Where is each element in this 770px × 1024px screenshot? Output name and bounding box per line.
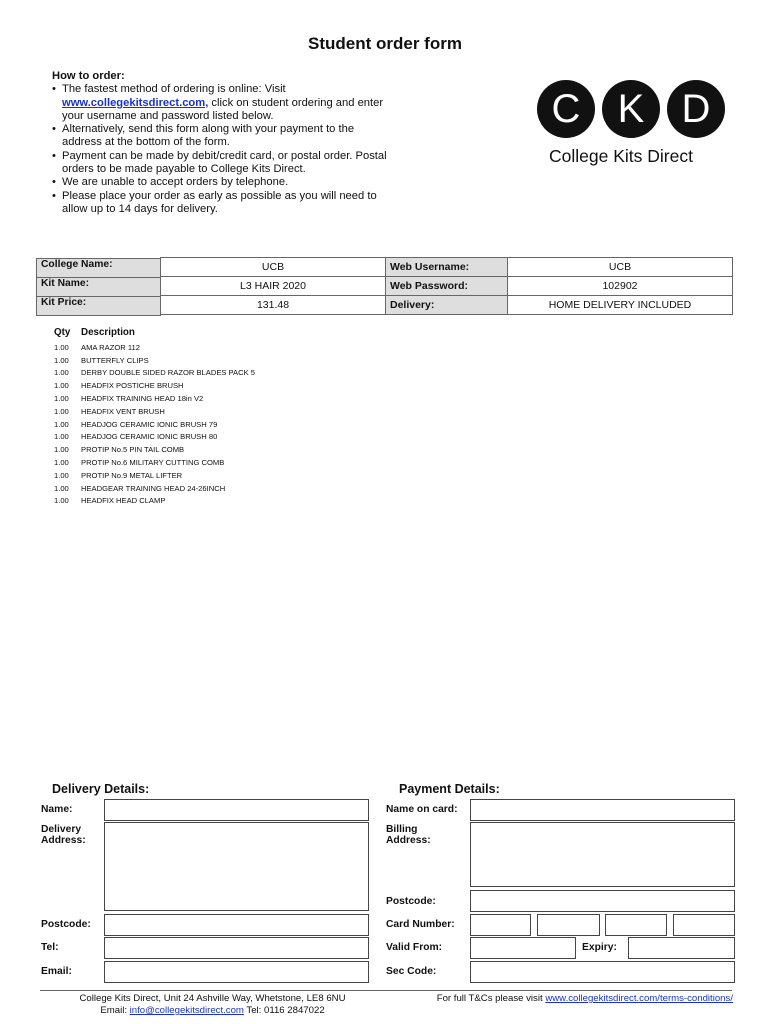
item-description: AMA RAZOR 112 [81,342,140,352]
web-username-value: UCB [508,258,733,277]
web-password-value: 102902 [508,277,733,296]
footer-email-label: Email: [100,1005,130,1016]
card-number-field-2[interactable] [537,914,600,936]
item-qty: 1.00 [54,445,69,455]
footer-tel: Tel: 0116 2847022 [243,1005,325,1016]
delivery-label: Delivery: [386,296,508,315]
valid-from-label: Valid From: [386,942,443,953]
item-qty: 1.00 [54,342,69,352]
item-row [54,407,255,420]
website-link[interactable]: www.collegekitsdirect.com, [62,96,209,109]
footer-terms-text: For full T&Cs please visit [436,993,546,1004]
billing-postcode-field[interactable] [470,890,735,912]
kit-price-value: 131.48 [161,296,386,315]
item-row [54,420,255,433]
billing-address-field[interactable] [470,822,735,887]
billing-address-label-line2: Address: [386,835,431,846]
card-number-field-4[interactable] [673,914,735,936]
name-on-card-label: Name on card: [386,804,458,815]
name-on-card-field[interactable] [470,799,735,821]
logo-letter-c: C [537,80,595,138]
billing-address-label-line1: Billing [386,824,418,835]
payment-details-heading: Payment Details: [399,782,500,796]
kit-name-label: Kit Name: [36,277,161,297]
card-number-label: Card Number: [386,919,455,930]
sec-code-field[interactable] [470,961,735,983]
item-description: DERBY DOUBLE SIDED RAZOR BLADES PACK 5 [81,368,256,378]
items-list [54,327,255,509]
item-row [54,368,255,381]
tel-field[interactable] [104,937,369,959]
item-description: HEADJOG CERAMIC IONIC BRUSH 80 [81,432,218,442]
item-row [54,445,255,458]
instruction-text: The fastest method of ordering is online: Visit [62,83,286,96]
expiry-label: Expiry: [582,942,617,953]
item-description: BUTTERFLY CLIPS [81,355,149,365]
instructions-list [52,83,392,216]
footer-address-text: College Kits Direct, Unit 24 Ashville Way, Whetstone, LE8 6NU [79,993,346,1004]
delivery-details-heading: Delivery Details: [52,782,150,796]
item-row [54,484,255,497]
delivery-address-label-line1: Delivery [41,824,82,835]
logo-letter-d: D [667,80,725,138]
delivery-address-field[interactable] [104,822,369,911]
item-description: HEADFIX POSTICHE BRUSH [81,381,184,391]
item-qty: 1.00 [54,457,69,467]
card-number-field-3[interactable] [605,914,667,936]
item-qty: 1.00 [54,419,69,429]
item-row [54,394,255,407]
instruction-telephone: • We are unable to accept orders by telephone. [62,176,392,189]
delivery-address-label-line2: Address: [41,835,86,846]
kit-name-value: L3 HAIR 2020 [161,277,386,296]
item-row [54,343,255,356]
items-header [54,327,255,340]
logo-name: College Kits Direct [549,146,693,166]
item-qty: 1.00 [54,432,69,442]
item-row [54,356,255,369]
item-row [54,381,255,394]
item-description: HEADFIX TRAINING HEAD 18in V2 [81,393,204,403]
item-row [54,432,255,445]
item-row [54,458,255,471]
kit-price-label: Kit Price: [36,296,161,316]
delivery-postcode-field[interactable] [104,914,369,936]
item-description: PROTIP No.5 PIN TAIL COMB [81,445,185,455]
email-field[interactable] [104,961,369,983]
item-description: HEADGEAR TRAINING HEAD 24-26INCH [81,483,226,493]
instruction-delivery: • Please place your order as early as possible as you will need to allow up to 14 days for delivery. [62,190,392,217]
item-qty: 1.00 [54,381,69,391]
item-qty: 1.00 [54,470,69,480]
qty-header: Qty [54,327,71,338]
item-description: HEADFIX HEAD CLAMP [81,496,166,506]
how-to-order [52,70,392,216]
college-name-label: College Name: [36,258,161,278]
item-row [54,496,255,509]
footer-terms [413,993,733,1005]
how-to-heading: How to order: [52,70,125,82]
footer-divider [40,990,732,991]
terms-link[interactable]: www.collegekitsdirect.com/terms-conditions/ [545,993,733,1004]
item-row [54,471,255,484]
delivery-name-field[interactable] [104,799,369,821]
logo-letter-k: K [602,80,660,138]
item-description: PROTIP No.6 MILITARY CUTTING COMB [81,457,225,467]
email-label: Email: [41,966,72,977]
web-username-label: Web Username: [386,258,508,277]
valid-from-field[interactable] [470,937,576,959]
instruction-text: click on student ordering and enter your username and password listed below. [62,96,384,122]
sec-code-label: Sec Code: [386,966,437,977]
item-description: PROTIP No.9 METAL LIFTER [81,470,183,480]
item-qty: 1.00 [54,496,69,506]
billing-address-label [386,824,431,846]
tel-label: Tel: [41,942,59,953]
expiry-field[interactable] [628,937,735,959]
footer-address [40,993,385,1017]
card-number-field-1[interactable] [470,914,531,936]
item-qty: 1.00 [54,355,69,365]
item-qty: 1.00 [54,483,69,493]
item-qty: 1.00 [54,368,69,378]
instruction-online [62,83,392,123]
delivery-address-label [41,824,86,846]
item-description: HEADFIX VENT BRUSH [81,406,165,416]
delivery-postcode-label: Postcode: [41,919,91,930]
page-title: Student order form [308,34,462,53]
description-header: Description [81,327,135,338]
billing-postcode-label: Postcode: [386,896,436,907]
delivery-value: HOME DELIVERY INCLUDED [508,296,733,315]
item-qty: 1.00 [54,406,69,416]
item-qty: 1.00 [54,393,69,403]
delivery-name-label: Name: [41,804,73,815]
web-password-label: Web Password: [386,277,508,296]
footer-email-link[interactable]: info@collegekitsdirect.com [129,1005,244,1016]
item-description: HEADJOG CERAMIC IONIC BRUSH 79 [81,419,218,429]
kit-info-table [36,257,733,315]
ckd-logo [537,80,732,167]
instruction-post: • Alternatively, send this form along with your payment to the address at the bottom of the form. [62,123,392,150]
instruction-payment: • Payment can be made by debit/credit card, or postal order. Postal orders to be made payable to College Kits Direct. [62,150,392,177]
college-name-value: UCB [161,258,386,277]
